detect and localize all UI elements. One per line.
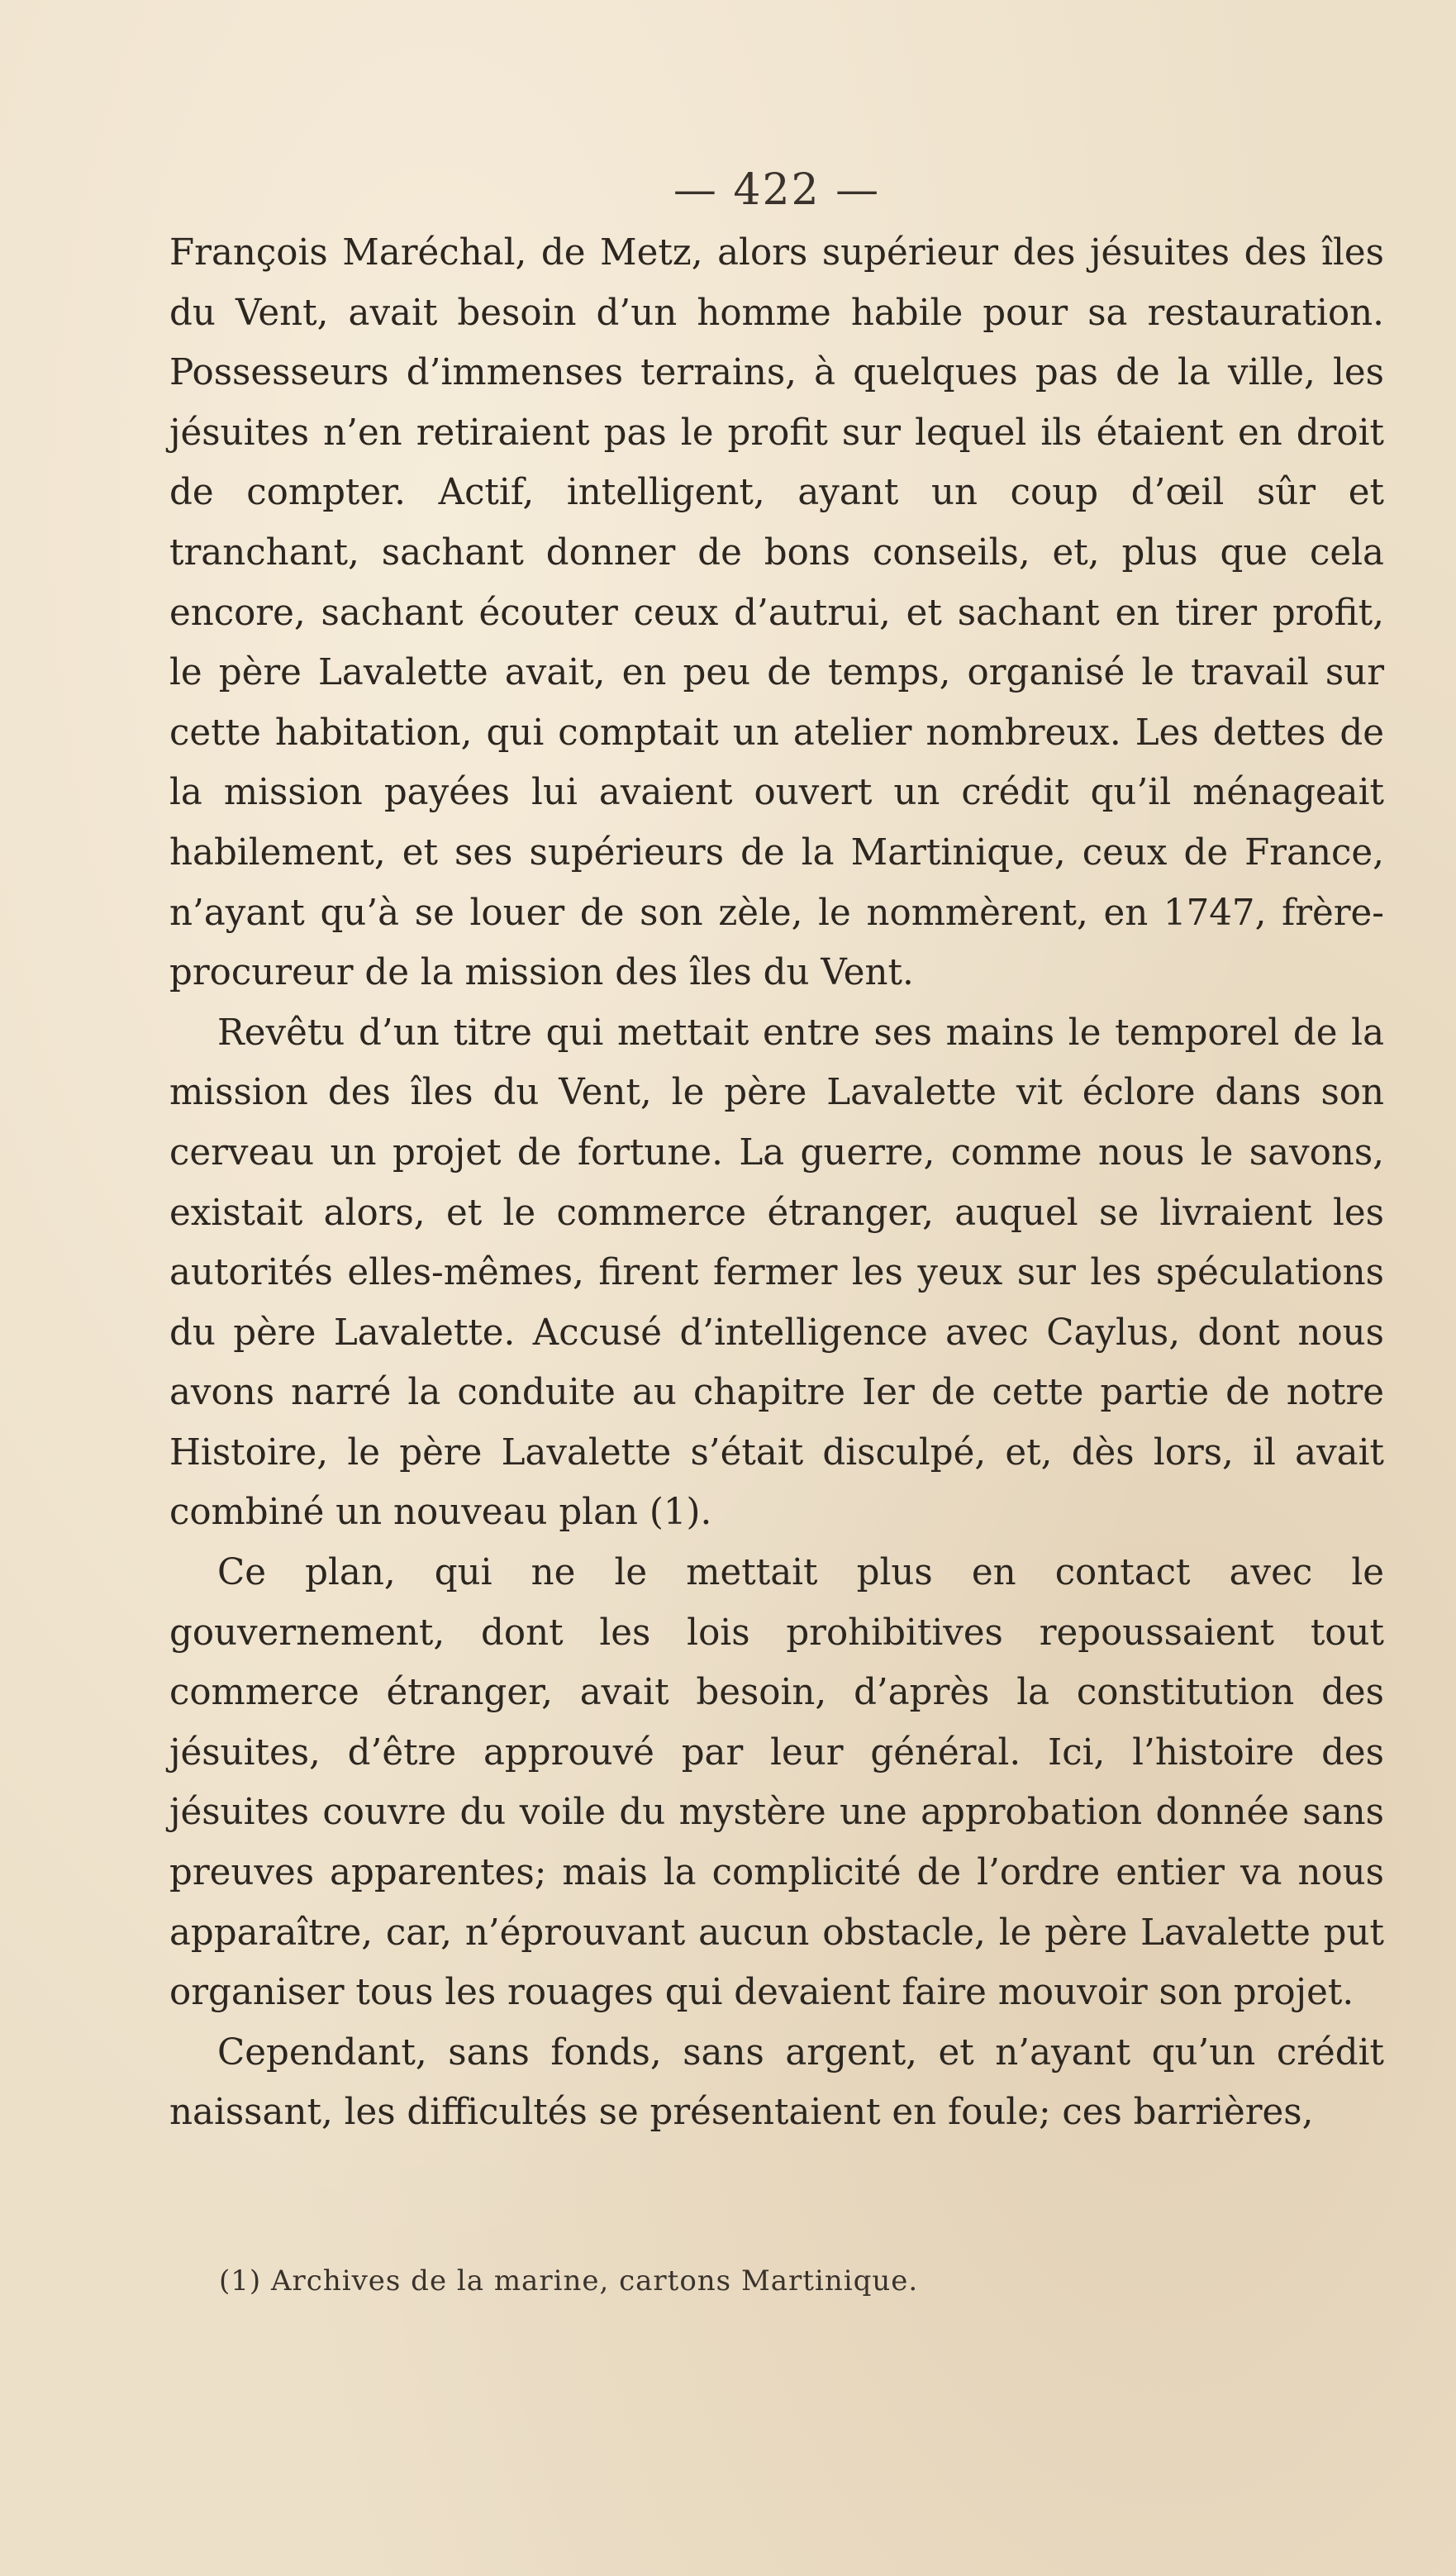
paragraph-1: François Maréchal, de Metz, alors supérieur des jésuites des îles du Vent, avait besoin d’un homme habile pour sa restauration. Possesseurs d’immenses terrains, à quelques pas de la ville, les jésuites n’en retiraient pas le profit sur lequel ils étaient en droit de compter. Actif, intelligent, ayant un coup d’œil sûr et tranchant, sachant donner de bons conseils, et, plus que cela encore, sachant écouter ceux d’autrui, et sachant en tirer profit, le père Lavalette avait, en peu de temps, organisé le travail sur cette habitation, qui comptait un atelier nombreux. Les dettes de la mission payées lui avaient ouvert un crédit qu’il ménageait habilement, et ses supérieurs de la Martinique, ceux de France, n’ayant qu’à se louer de son zèle, le nommèrent, en 1747, frère-procureur de la mission des îles du Vent. (169, 232, 1384, 994)
book-page (169, 165, 1384, 2479)
paragraph-3: Ce plan, qui ne le mettait plus en contact avec le gouvernement, dont les lois prohibitives repoussaient tout commerce étranger, avait besoin, d’après la constitution des jésuites, d’être approuvé par leur général. Ici, l’histoire des jésuites couvre du voile du mystère une approbation donnée sans preuves apparentes; mais la complicité de l’ordre entier va nous apparaître, car, n’éprouvant aucun obstacle, le père Lavalette put organiser tous les rouages qui devaient faire mouvoir son projet. (169, 1552, 1384, 2014)
footnote: (1) Archives de la marine, cartons Martinique. (219, 2264, 919, 2297)
page-number: — 422 — (673, 165, 881, 215)
paragraph-4: Cependant, sans fonds, sans argent, et n’ayant qu’un crédit naissant, les difficultés se présentaient en foule; ces barrières, (169, 2031, 1384, 2134)
body-text (169, 223, 1384, 2143)
paragraph-2: Revêtu d’un titre qui mettait entre ses mains le temporel de la mission des îles du Vent, le père Lavalette vit éclore dans son cerveau un projet de fortune. La guerre, comme nous le savons, existait alors, et le commerce étranger, auquel se livraient les autorités elles-mêmes, firent fermer les yeux sur les spéculations du père Lavalette. Accusé d’intelligence avec Caylus, dont nous avons narré la conduite au chapitre Ier de cette partie de notre Histoire, le père Lavalette s’était disculpé, et, dès lors, il avait combiné un nouveau plan (1). (169, 1012, 1384, 1534)
